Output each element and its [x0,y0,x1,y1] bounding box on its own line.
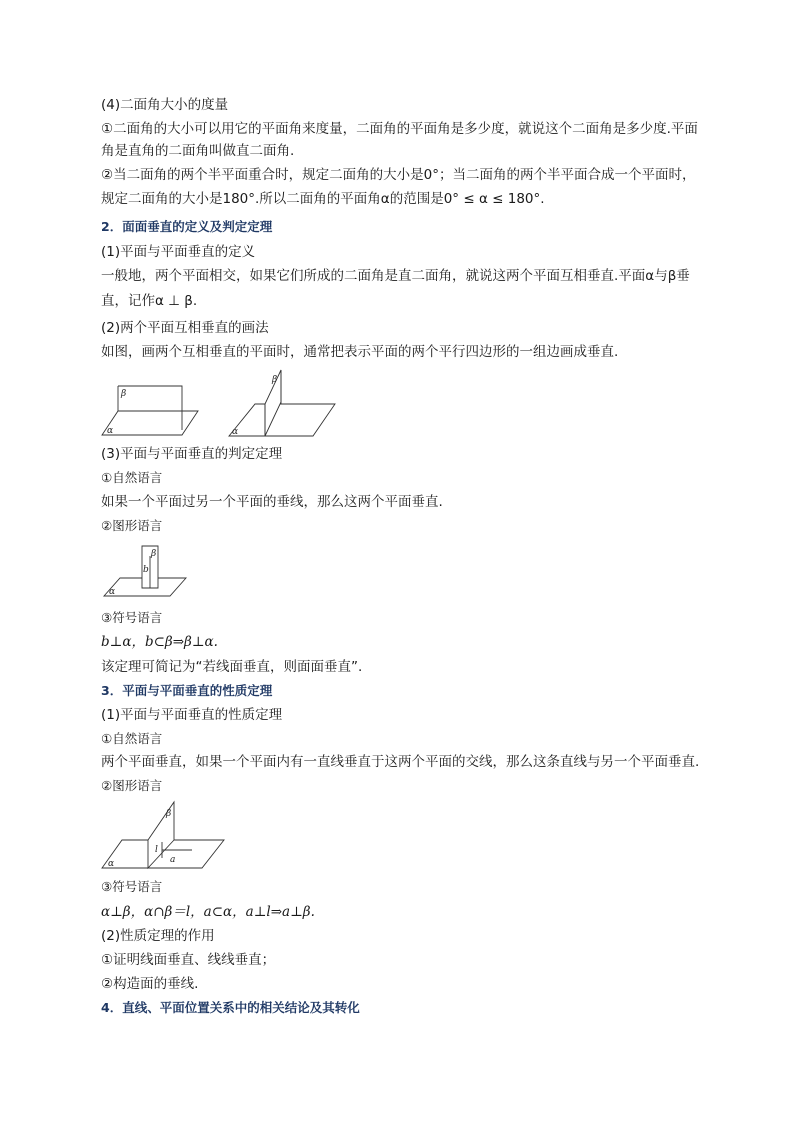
property-use-1: ①证明线面垂直、线线垂直； [101,952,276,968]
section4-p1-line2: 角是直角的二面角叫做直二面角. [101,143,295,159]
drawing-title: (2)两个平面互相垂直的画法 [101,320,269,336]
graphic-language-label-2: ②图形语言 [101,778,163,793]
symbol-language-label-2: ③符号语言 [101,879,163,894]
property-use-2: ②构造面的垂线. [101,976,199,992]
figure2-alpha-label: α [232,427,239,437]
figure4-l-label: l [155,845,158,855]
figure3-beta-label: β [151,549,157,559]
natural-language-label-1: ①自然语言 [101,470,163,485]
part3-heading: 3．平面与平面垂直的性质定理 [101,683,273,698]
section4-p2-line2: 规定二面角的大小是180°.所以二面角的平面角α的范围是0° ≤ α ≤ 180°. [101,191,545,207]
graphic-language-label-1: ②图形语言 [101,518,163,533]
symbol-language-text-2: α⊥β，α∩β＝l，a⊂α，a⊥l⇒a⊥β. [101,904,315,920]
figure4-a-label: a [170,855,176,865]
figure4-alpha-label: α [108,859,115,869]
definition-line1: 一般地，两个平面相交，如果它们所成的二面角是直二面角，就说这两个平面互相垂直.平面α与β垂 [101,268,690,284]
judgement-theorem-title: (3)平面与平面垂直的判定定理 [101,446,283,462]
part2-heading: 2．面面垂直的定义及判定定理 [101,219,273,234]
natural-language-label-2: ①自然语言 [101,731,163,746]
symbol-language-text-1: b⊥α，b⊂β⇒β⊥α. [101,634,218,650]
figure3-b-label: b [143,565,149,575]
natural-language-text-2: 两个平面垂直，如果一个平面内有一直线垂直于这两个平面的交线，那么这条直线与另一个平面垂直. [101,754,700,770]
section4-title: (4)二面角大小的度量 [101,97,229,113]
perpendicular-planes-figure-2 [225,366,337,440]
figure1-alpha-label: α [107,426,114,436]
drawing-text: 如图，画两个互相垂直的平面时，通常把表示平面的两个平行四边形的一组边画成垂直. [101,344,619,360]
symbol-language-label-1: ③符号语言 [101,610,163,625]
section4-p2-line1: ②当二面角的两个半平面重合时，规定二面角的大小是0°；当二面角的两个半平面合成一个平面时， [101,167,696,183]
property-use-title: (2)性质定理的作用 [101,928,215,944]
definition-title: (1)平面与平面垂直的定义 [101,244,256,260]
definition-line2: 直，记作α ⊥ β. [101,293,198,309]
figure2-beta-label: β [272,375,278,385]
section4-p1-line1: ①二面角的大小可以用它的平面角来度量，二面角的平面角是多少度，就说这个二面角是多少度.平面 [101,121,698,137]
figure3-alpha-label: α [109,587,116,597]
perpendicular-planes-figure-1 [100,378,210,440]
theorem-summary: 该定理可简记为“若线面垂直，则面面垂直”. [101,659,363,675]
figure4-beta-label: β [166,809,172,819]
figure1-beta-label: β [121,389,127,399]
property-theorem-figure [100,800,228,872]
natural-language-text-1: 如果一个平面过另一个平面的垂线，那么这两个平面垂直. [101,494,443,510]
judgement-theorem-figure [100,542,190,600]
property-theorem-title: (1)平面与平面垂直的性质定理 [101,707,283,723]
part4-heading: 4．直线、平面位置关系中的相关结论及其转化 [101,1000,360,1015]
